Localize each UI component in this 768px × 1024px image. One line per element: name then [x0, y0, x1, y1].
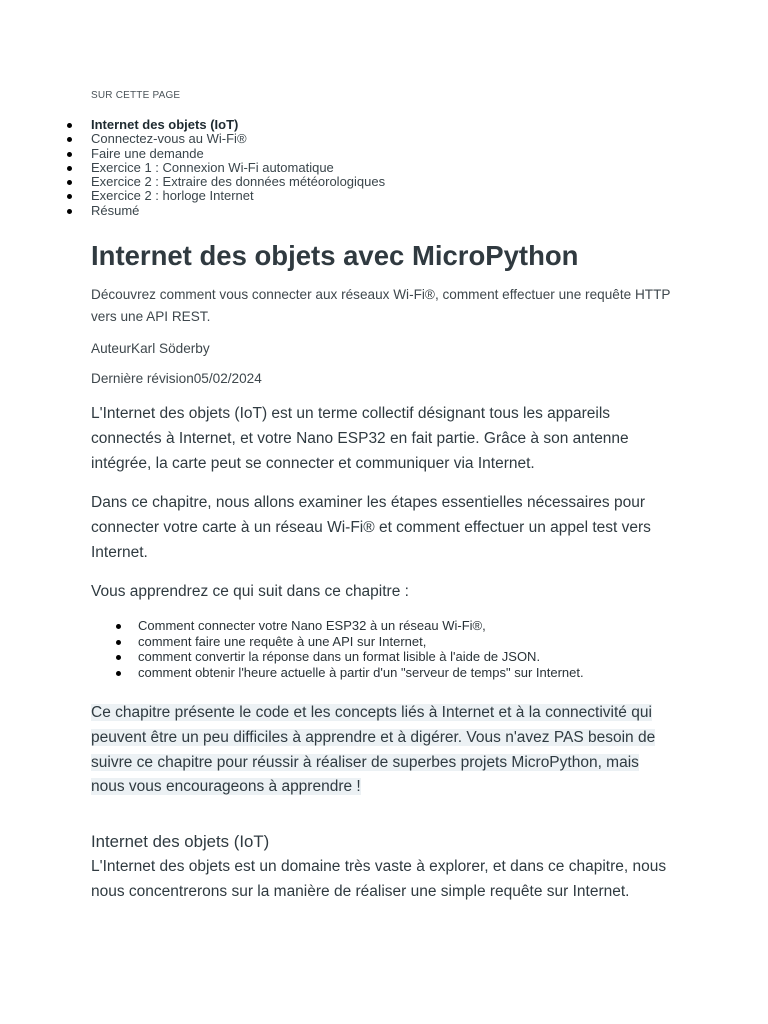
toc-item-iot[interactable]	[91, 118, 691, 132]
table-of-contents	[91, 118, 691, 218]
toc-link[interactable]: Résumé	[91, 202, 140, 218]
toc-link[interactable]: Exercice 2 : horloge Internet	[91, 188, 254, 204]
chapter-paragraph: Dans ce chapitre, nous allons examiner les étapes essentielles nécessaires pour connecter votre carte à un réseau Wi-Fi® et comment effectuer un appel test vers Internet.	[91, 494, 651, 561]
note-callout	[91, 701, 676, 800]
toc-label: SUR CETTE PAGE	[91, 90, 181, 101]
toc-link[interactable]: Exercice 1 : Connexion Wi-Fi automatique	[91, 159, 334, 175]
learn-intro: Vous apprendrez ce qui suit dans ce chapitre :	[91, 583, 409, 600]
page-title: Internet des objets avec MicroPython	[91, 240, 579, 271]
toc-link[interactable]: Connectez-vous au Wi-Fi®	[91, 131, 247, 147]
page-subtitle: Découvrez comment vous connecter aux réseaux Wi-Fi®, comment effectuer une requête HTTP vers une API REST.	[91, 287, 671, 324]
toc-link[interactable]: Exercice 2 : Extraire des données météorologiques	[91, 174, 386, 190]
author-line: AuteurKarl Söderby	[91, 341, 210, 356]
list-item: comment convertir la réponse dans un format lisible à l'aide de JSON.	[138, 649, 698, 665]
section-heading-iot: Internet des objets (IoT)	[91, 832, 270, 851]
list-item: comment faire une requête à une API sur Internet,	[138, 634, 698, 650]
toc-item-summary[interactable]	[91, 204, 691, 218]
list-item: Comment connecter votre Nano ESP32 à un réseau Wi-Fi®,	[138, 618, 698, 634]
toc-item-exercise-2-clock[interactable]	[91, 189, 691, 203]
toc-item-exercise-1[interactable]	[91, 161, 691, 175]
toc-link[interactable]: Internet des objets (IoT)	[91, 117, 239, 132]
toc-item-wifi[interactable]	[91, 132, 691, 146]
toc-link[interactable]: Faire une demande	[91, 145, 204, 161]
note-text: Ce chapitre présente le code et les concepts liés à Internet et à la connectivité qui peuvent être un peu difficiles à apprendre et à digérer. Vous n'avez PAS besoin de suivre ce chapitre pour réussir à réaliser de superbes projets MicroPython, mais nous vous encourageons à apprendre !	[91, 704, 656, 796]
intro-paragraph: L'Internet des objets (IoT) est un terme collectif désignant tous les appareils connectés à Internet, et votre Nano ESP32 en fait partie. Grâce à son antenne intégrée, la carte peut se connecter et communiquer via Internet.	[91, 405, 629, 472]
section-paragraph: L'Internet des objets est un domaine très vaste à explorer, et dans ce chapitre, nous nous concentrerons sur la manière de réaliser une simple requête sur Internet.	[91, 858, 667, 900]
toc-item-request[interactable]	[91, 147, 691, 161]
toc-item-exercise-2-weather[interactable]	[91, 175, 691, 189]
list-item: comment obtenir l'heure actuelle à partir d'un "serveur de temps" sur Internet.	[138, 665, 698, 681]
revision-date: Dernière révision05/02/2024	[91, 371, 262, 386]
learning-list	[138, 618, 698, 680]
